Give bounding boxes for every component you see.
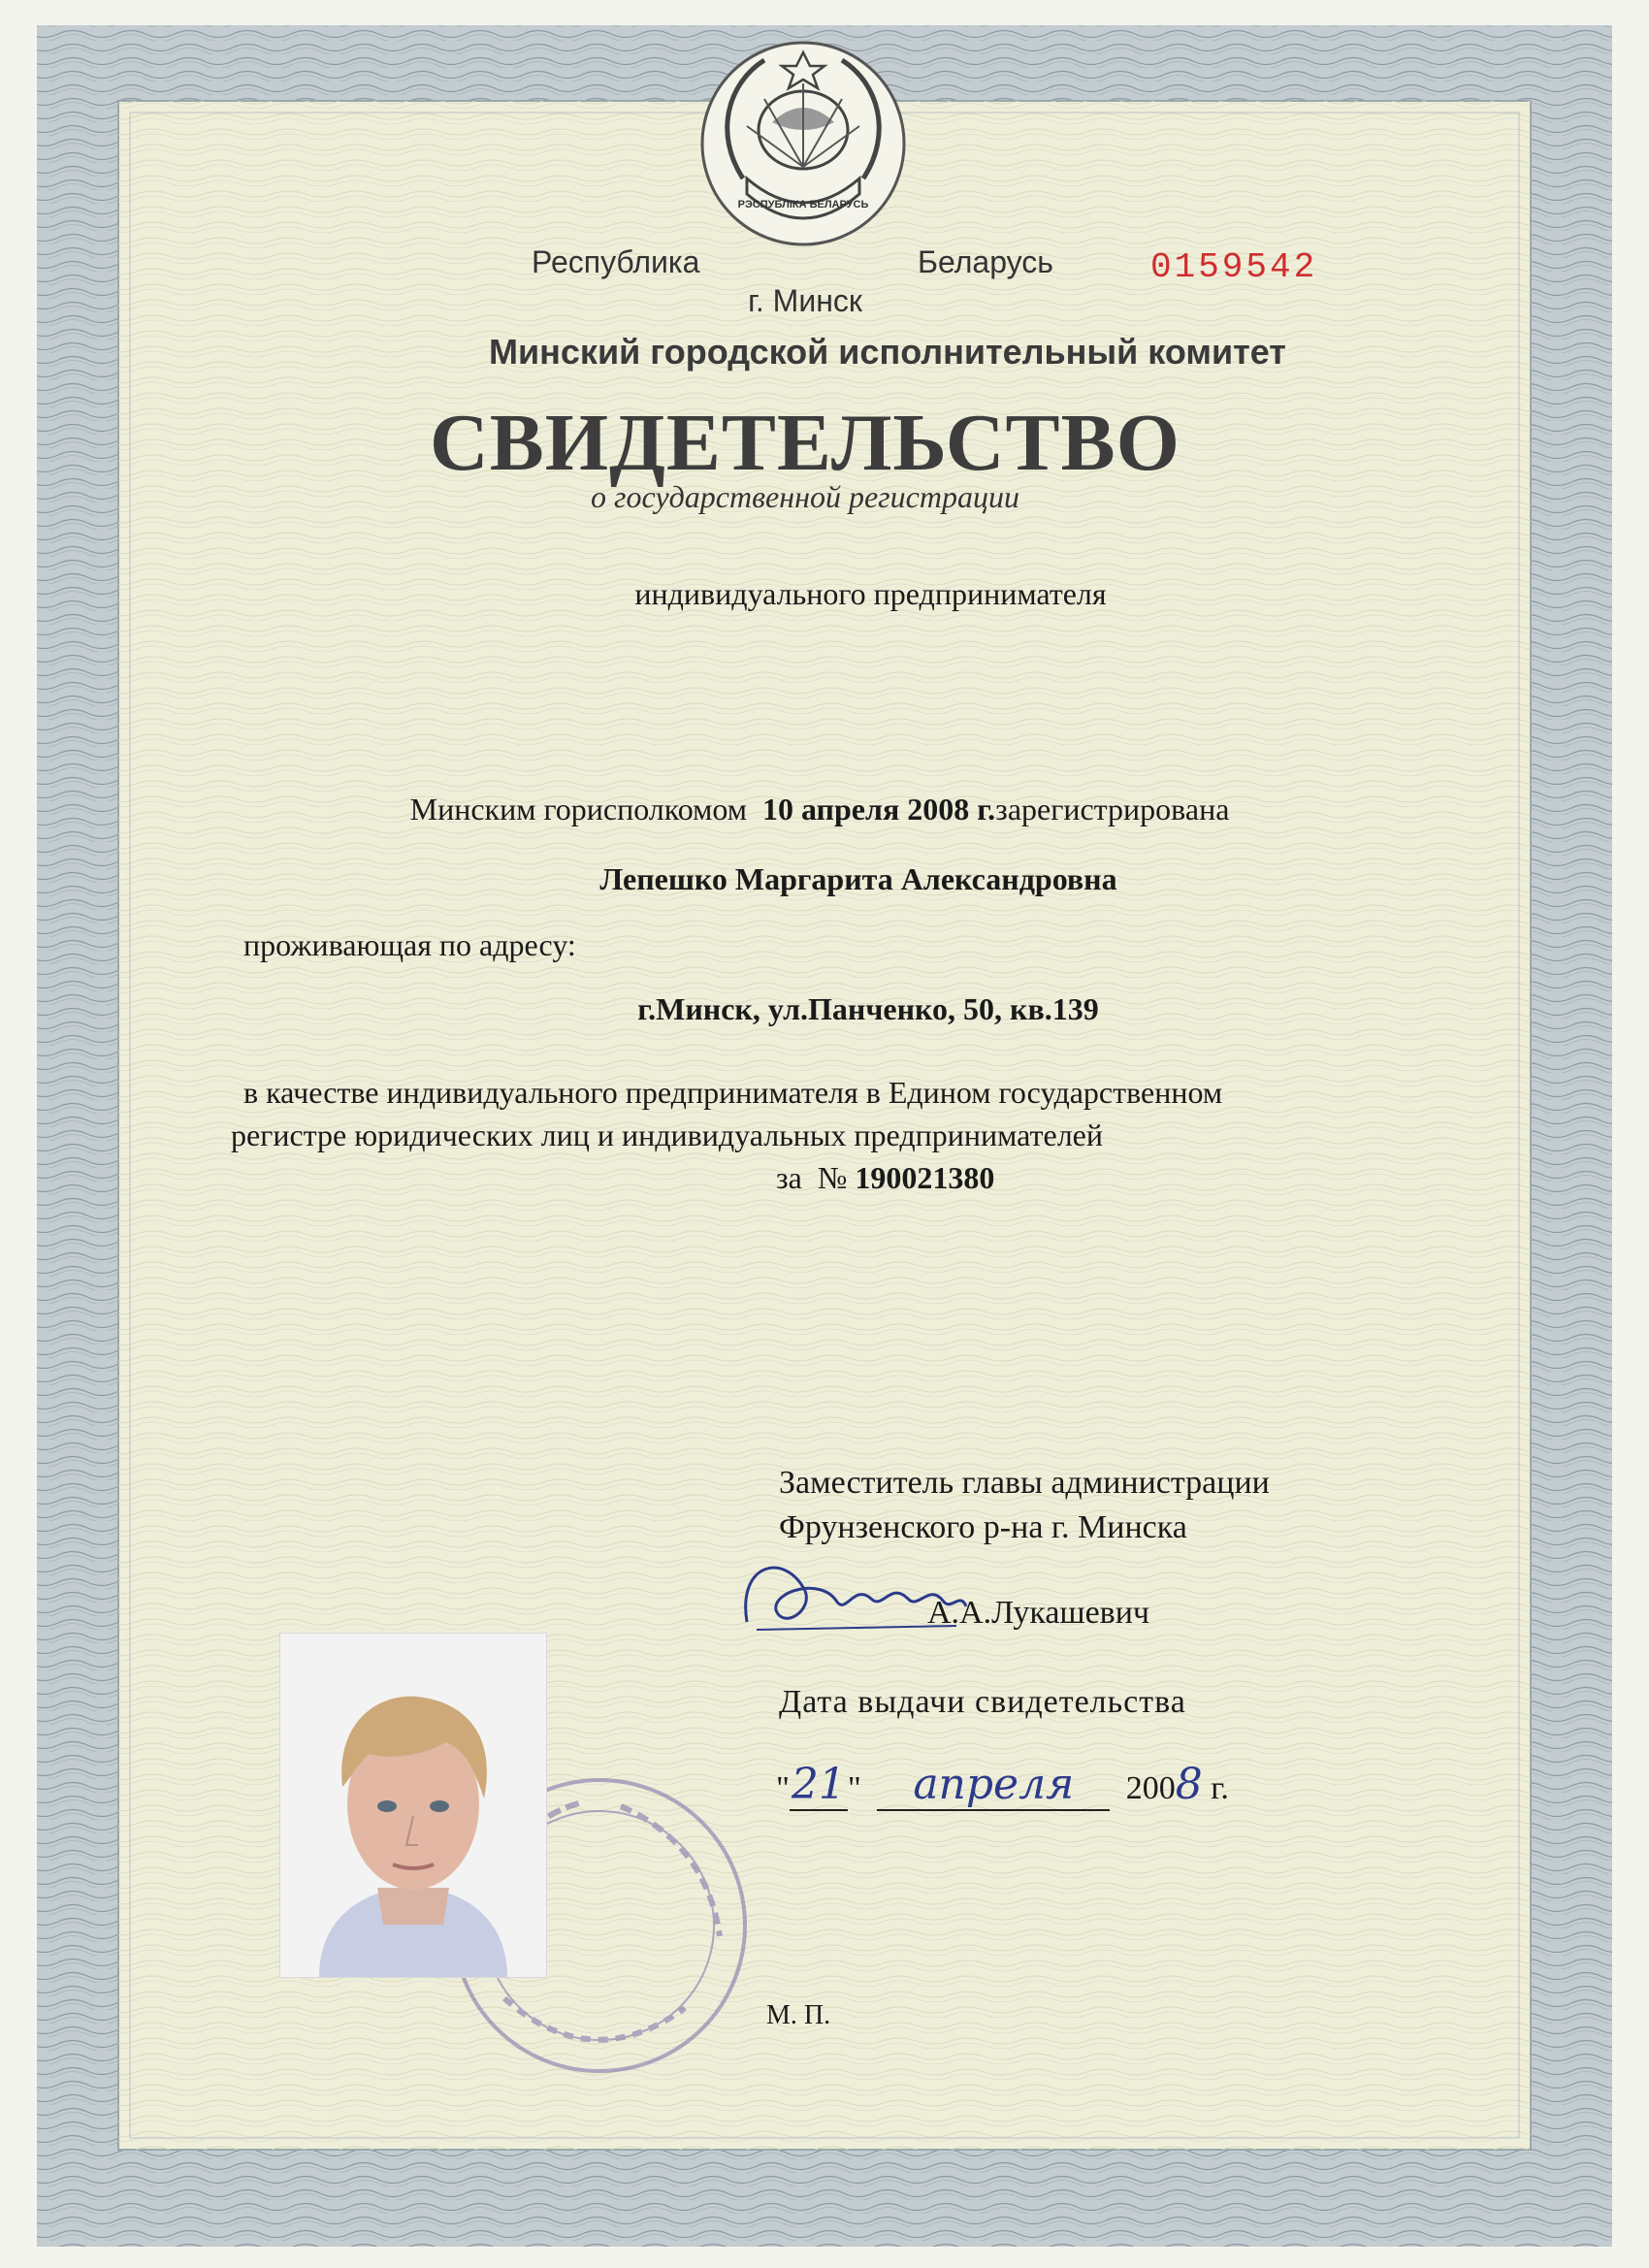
issue-year-printed: 200 — [1125, 1770, 1176, 1806]
issue-year-handwritten: 8 — [1175, 1760, 1203, 1809]
issue-date: "21" апреля 2008 г. — [776, 1760, 1229, 1809]
official-name: А.А.Лукашевич — [927, 1595, 1150, 1631]
issue-date-label: Дата выдачи свидетельства — [779, 1684, 1186, 1720]
stamp-place-label: М. П. — [766, 2000, 831, 2030]
holder-photo — [279, 1633, 547, 1978]
register-text-line-2: регистре юридических лиц и индивидуальных предпринимателей — [231, 1118, 1103, 1152]
registration-number-line — [776, 1160, 994, 1196]
state-emblem — [702, 43, 904, 244]
country-label-left: Республика — [532, 244, 700, 279]
official-title-line-1: Заместитель главы администрации — [779, 1465, 1270, 1501]
person-name: Лепешко Маргарита Александровна — [599, 861, 1117, 896]
issue-day: 21 — [791, 1760, 846, 1809]
document-subtitle: о государственной регистрации — [591, 479, 1019, 514]
official-title-line-2: Фрунзенского р-на г. Минска — [779, 1509, 1187, 1545]
issuing-city: г. Минск — [748, 283, 862, 318]
registration-line — [0, 792, 1639, 827]
issue-month: апреля — [877, 1760, 1110, 1811]
registration-date: 10 апреля 2008 г. — [761, 792, 996, 826]
document-type: индивидуального предпринимателя — [634, 576, 1107, 611]
residence-address: г.Минск, ул.Панченко, 50, кв.139 — [637, 991, 1099, 1026]
registered-word: зарегистрирована — [995, 792, 1230, 826]
residence-label: проживающая по адресу: — [243, 927, 576, 962]
svg-text:РЭСПУБЛІКА БЕЛАРУСЬ: РЭСПУБЛІКА БЕЛАРУСЬ — [737, 199, 869, 211]
issue-year-suffix: г. — [1211, 1770, 1229, 1806]
number-prefix: за — [776, 1160, 802, 1195]
serial-number: 0159542 — [1150, 247, 1318, 287]
registration-number: 190021380 — [855, 1160, 995, 1195]
document-title: СВИДЕТЕЛЬСТВО — [430, 398, 1180, 488]
registering-authority: Минским горисполкомом — [409, 792, 747, 826]
number-sign: № — [817, 1160, 848, 1195]
issuing-authority: Минский городской исполнительный комитет — [489, 332, 1286, 372]
register-text-line-1: в качестве индивидуального предпринимателя в Едином государственном — [243, 1075, 1223, 1110]
country-label-right: Беларусь — [918, 244, 1053, 279]
